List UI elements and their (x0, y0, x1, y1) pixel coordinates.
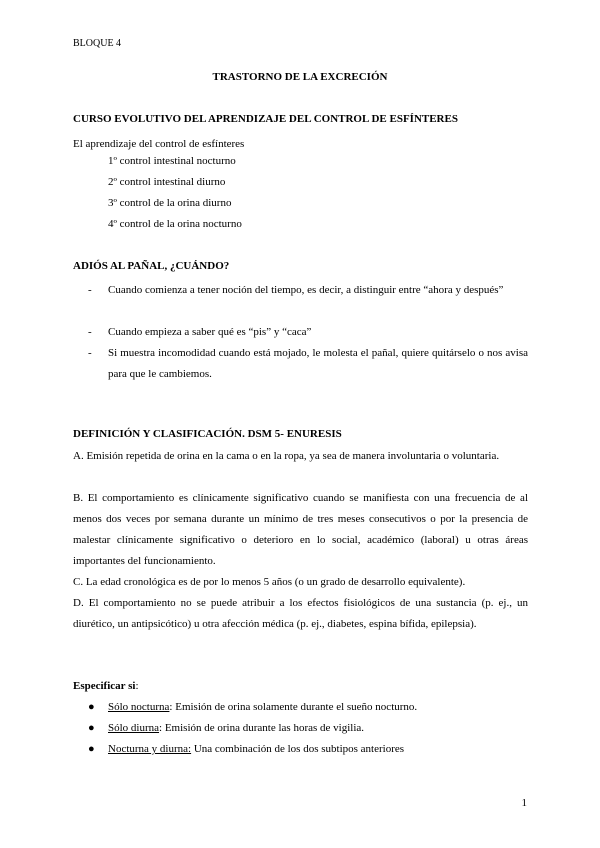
section-heading-curso-evolutivo: CURSO EVOLUTIVO DEL APRENDIZAJE DEL CONTROL DE ESFÍNTERES (73, 113, 458, 125)
bullet-icon: ● (88, 701, 95, 713)
dash-marker: - (88, 326, 92, 338)
dash-list-item (88, 322, 528, 343)
criterion-a: A. Emisión repetida de orina en la cama o en la ropa, ya sea de manera involuntaria o voluntaria. (73, 450, 500, 462)
specify-item (88, 701, 417, 713)
list-item: 3º control de la orina diurno (108, 197, 232, 209)
criterion-c: C. La edad cronológica es de por lo menos 5 años (o un grado de desarrollo equivalente). (73, 576, 466, 588)
specify-label: Especificar si (73, 680, 136, 692)
specify-term: Sólo diurna (108, 722, 160, 734)
bullet-icon: ● (88, 743, 95, 755)
specify-desc: : Emisión de orina solamente durante el sueño nocturno. (169, 701, 418, 713)
section-heading-adios-panal: ADIÓS AL PAÑAL, ¿CUÁNDO? (73, 260, 230, 272)
specify-desc: Una combinación de los dos subtipos anteriores (191, 743, 405, 755)
dash-item-text: Cuando empieza a saber qué es “pis” y “caca” (108, 326, 312, 338)
list-item: 4º control de la orina nocturno (108, 218, 242, 230)
dash-list-item (88, 343, 528, 385)
specify-term: Nocturna y diurna: (108, 743, 192, 755)
list-item: 2º control intestinal diurno (108, 176, 226, 188)
list-item: 1º control intestinal nocturno (108, 155, 236, 167)
specify-term: Sólo nocturna (108, 701, 170, 713)
criterion-d: D. El comportamiento no se puede atribuir a los efectos fisiológicos de una sustancia (p. ej., un diurético, un antipsicótico) u otra afección médica (p. ej., diabetes, espina bífida, epilepsia). (73, 597, 528, 630)
specify-item (88, 722, 364, 734)
criterion-b: B. El comportamiento es clínicamente significativo cuando se manifiesta con una frecuencia de al menos dos veces por semana durante un mínimo de tres meses consecutivos o por la presencia de malestar clínicamente significativo o deterioro en lo social, académico (laboral) u otras áreas importantes del funcionamiento. (73, 492, 528, 567)
document-title: TRASTORNO DE LA EXCRECIÓN (212, 71, 388, 83)
specify-desc: : Emisión de orina durante las horas de vigilia. (159, 722, 365, 734)
specify-colon: : (135, 680, 139, 692)
bullet-icon: ● (88, 722, 95, 734)
dash-marker: - (88, 284, 92, 296)
dash-item-text: Cuando comienza a tener noción del tiempo, es decir, a distinguir entre “ahora y después” (108, 284, 504, 296)
dash-marker: - (88, 347, 92, 359)
page-header: BLOQUE 4 (73, 38, 122, 49)
section-intro: El aprendizaje del control de esfínteres (73, 138, 245, 150)
specify-item (88, 743, 404, 755)
page-number: 1 (521, 797, 527, 809)
dash-item-text: Si muestra incomodidad cuando está mojado, le molesta el pañal, quiere quitárselo o nos avisa para que le cambiemos. (108, 347, 528, 380)
specify-heading (73, 680, 139, 692)
dash-list-item (88, 280, 528, 301)
section-heading-definicion: DEFINICIÓN Y CLASIFICACIÓN. DSM 5- ENURESIS (73, 428, 342, 440)
